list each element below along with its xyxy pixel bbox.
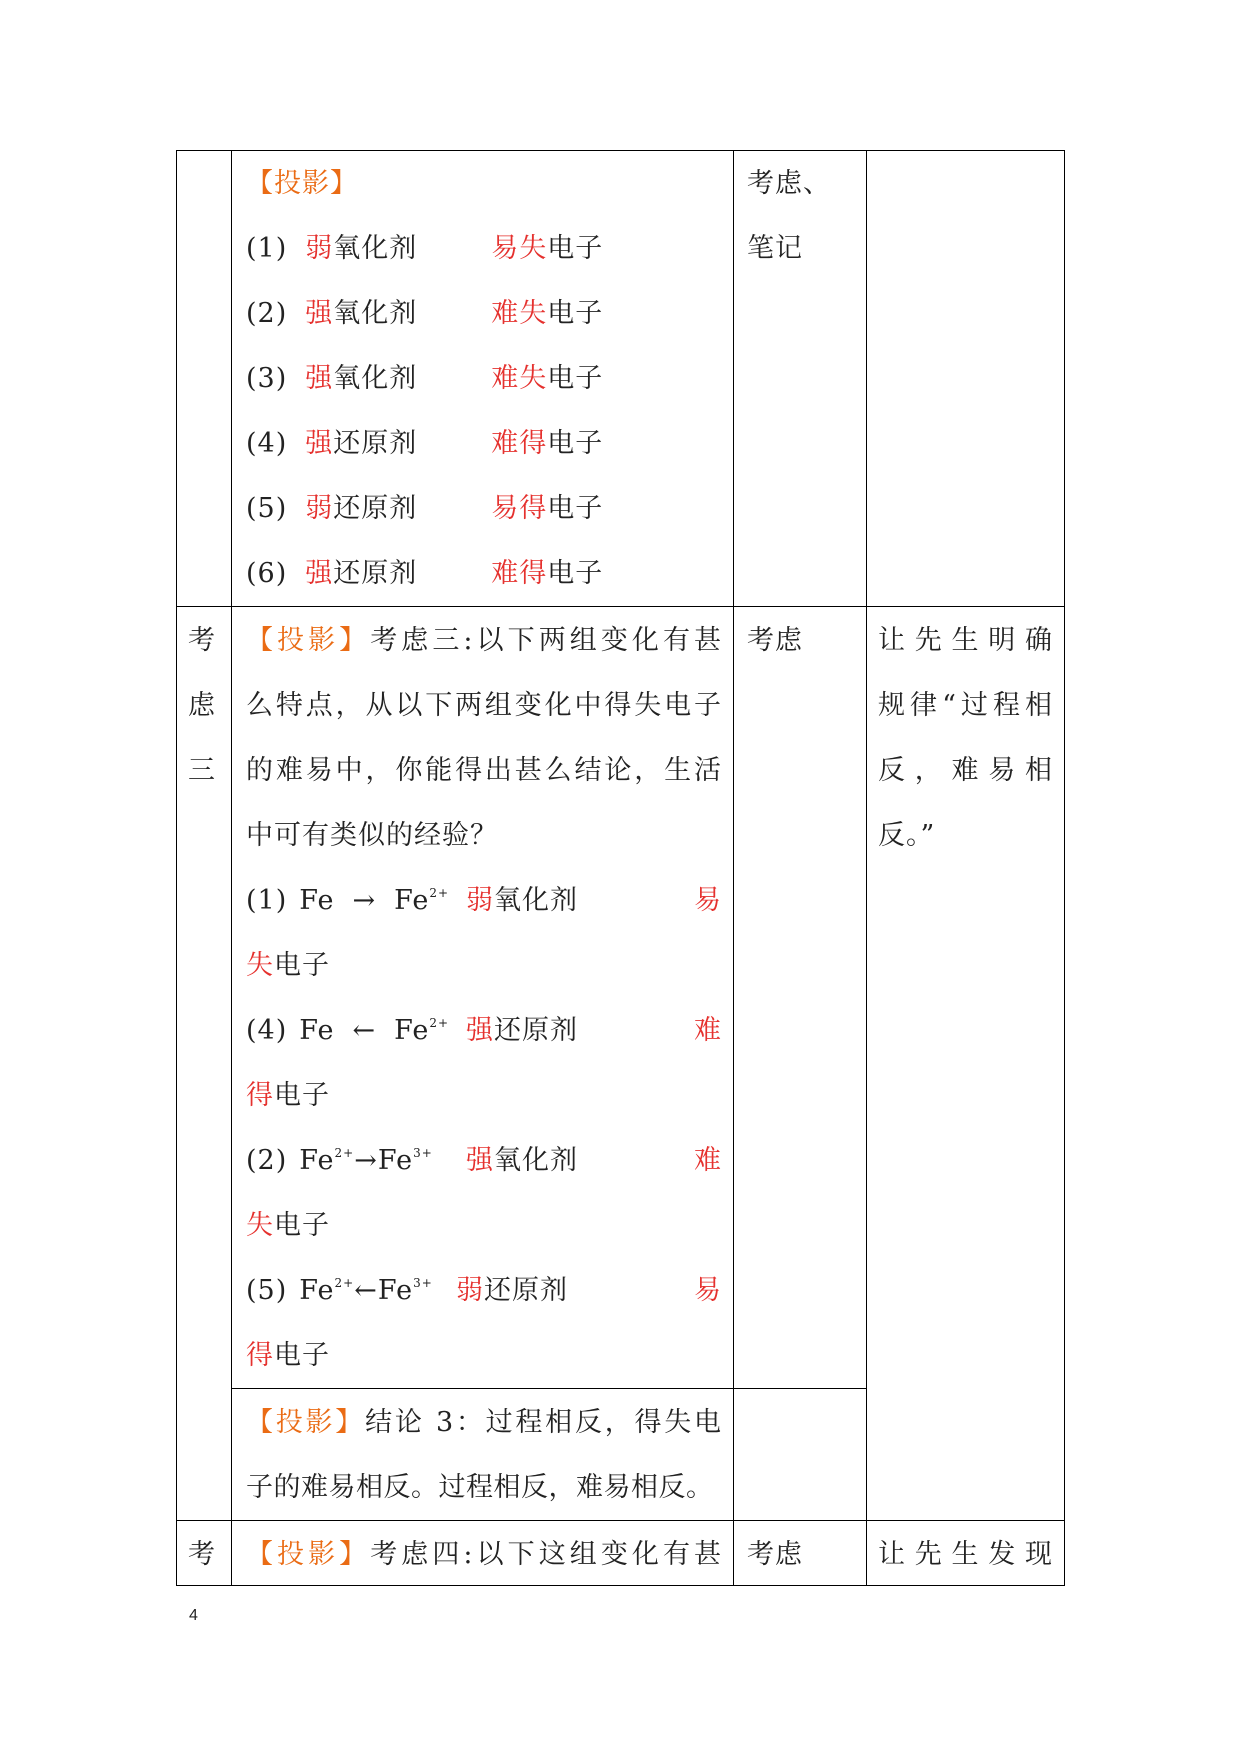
intent-line: 让先生发现 — [878, 1539, 1053, 1570]
item-number: (3) — [246, 363, 288, 394]
row2-student-cell — [747, 608, 857, 673]
reagent-strength: 强 — [305, 298, 334, 329]
reagent-part — [466, 998, 578, 1063]
reagent-type: 还原剂 — [333, 428, 418, 459]
item-number: (2) — [246, 298, 288, 329]
charge-superscript: 2+ — [429, 886, 450, 900]
electron-tendency: 难 — [694, 1145, 722, 1176]
question-text: 考虑四:以下这组变化有甚 — [370, 1539, 722, 1570]
electron-tendency: 难失 — [491, 363, 548, 394]
electron-label: 电子 — [547, 233, 604, 264]
col1-divider — [231, 150, 232, 1586]
row-label-char: 考 — [188, 1539, 216, 1570]
table-left-border — [176, 150, 177, 1586]
electron-tendency: 易 — [694, 1275, 722, 1306]
list-item — [246, 281, 722, 346]
item-number: (1) — [246, 233, 288, 264]
col2-divider — [733, 150, 734, 1586]
electron-tendency: 难失 — [491, 298, 548, 329]
intent-line: 让先生明确 — [878, 625, 1053, 656]
electron-label: 电子 — [547, 558, 604, 589]
reaction-part — [246, 1258, 456, 1323]
electron-tendency: 难得 — [491, 428, 548, 459]
reaction-arrow: → — [352, 885, 377, 916]
reagent-strength: 强 — [466, 1145, 494, 1176]
reagent-type: 氧化剂 — [333, 298, 418, 329]
conclusion-text: 结论 3：过程相反，得失电 — [365, 1407, 722, 1438]
reagent-type: 还原剂 — [484, 1275, 568, 1306]
subrow-divider — [231, 1388, 866, 1389]
list-item — [246, 1128, 722, 1193]
item-number: (4) — [246, 428, 288, 459]
electron-tendency: 易失 — [491, 233, 548, 264]
list-item — [246, 541, 722, 606]
item-number: (2) — [246, 1145, 288, 1176]
student-activity-line: 考虑 — [747, 625, 803, 656]
electron-label: 电子 — [274, 1340, 330, 1371]
reagent-type: 还原剂 — [494, 1015, 578, 1046]
charge-superscript: 3+ — [413, 1276, 433, 1290]
reagent-strength: 弱 — [305, 493, 334, 524]
reaction-part — [246, 998, 466, 1063]
species-right: Fe — [394, 1015, 430, 1046]
reagent-part — [466, 1128, 578, 1193]
reaction-arrow: → — [354, 1145, 378, 1176]
reagent-strength: 强 — [305, 558, 334, 589]
intent-line: 反，难易相 — [878, 755, 1053, 786]
page-number: 4 — [189, 1607, 198, 1624]
species-left: Fe — [299, 1145, 335, 1176]
reaction-part — [246, 868, 466, 933]
row-label-char: 三 — [188, 755, 216, 786]
reaction-part — [246, 1128, 466, 1193]
species-right: Fe — [394, 885, 430, 916]
list-item-continuation — [246, 1193, 722, 1258]
item-number: (5) — [246, 1275, 288, 1306]
student-activity-line: 考虑、 — [747, 168, 831, 199]
list-item — [246, 476, 722, 541]
row2-bottom-border — [176, 1520, 1065, 1521]
species-right: Fe — [377, 1275, 414, 1306]
row3-student-cell — [747, 1522, 857, 1587]
student-activity-line: 考虑 — [747, 1539, 803, 1570]
row3-intent-cell — [878, 1522, 1053, 1587]
col3-divider — [866, 150, 867, 1586]
conclusion-line: 子的难易相反。过程相反，难易相反。 — [246, 1472, 714, 1503]
reagent-strength: 强 — [466, 1015, 494, 1046]
reaction-arrow: ← — [352, 1015, 377, 1046]
species-right: Fe — [377, 1145, 414, 1176]
row-label-char: 考 — [188, 625, 216, 656]
row2-item-list — [246, 868, 722, 1388]
row2-label-cell — [176, 608, 228, 803]
species-left: Fe — [299, 1275, 335, 1306]
reagent-type: 氧化剂 — [494, 885, 578, 916]
list-item-continuation — [246, 1063, 722, 1128]
row-label-char: 虑 — [188, 690, 216, 721]
question-text: 考虑三:以下两组变化有甚 — [370, 625, 722, 656]
electron-tendency: 难得 — [491, 558, 548, 589]
reaction-arrow: ← — [354, 1275, 378, 1306]
electron-label: 电子 — [547, 493, 604, 524]
reagent-type: 氧化剂 — [333, 363, 418, 394]
reagent-type: 氧化剂 — [333, 233, 418, 264]
reagent-strength: 弱 — [305, 233, 334, 264]
reagent-strength: 强 — [305, 363, 334, 394]
electron-label: 电子 — [274, 1210, 330, 1241]
electron-label: 电子 — [547, 428, 604, 459]
item-number: (4) — [246, 1015, 288, 1046]
projection-heading: 【投影】 — [246, 1407, 366, 1438]
row1-content-cell — [246, 151, 722, 606]
row2-intent-cell — [878, 608, 1053, 868]
electron-tendency: 易得 — [491, 493, 548, 524]
electron-label: 电子 — [274, 1080, 330, 1111]
question-line: 的难易中，你能得出甚么结论，生活 — [246, 755, 722, 786]
species-left: Fe — [299, 1015, 335, 1046]
reagent-type: 还原剂 — [333, 558, 418, 589]
charge-superscript: 3+ — [413, 1146, 433, 1160]
reagent-strength: 弱 — [466, 885, 494, 916]
item-number: (5) — [246, 493, 288, 524]
list-item — [246, 868, 722, 933]
species-left: Fe — [299, 885, 335, 916]
electron-tendency: 得 — [246, 1340, 274, 1371]
projection-heading: 【投影】 — [246, 1539, 371, 1570]
student-activity-line: 笔记 — [747, 233, 803, 264]
row1-item-list — [246, 216, 722, 606]
question-line: 么特点，从以下两组变化中得失电子 — [246, 690, 722, 721]
list-item-continuation — [246, 1323, 722, 1388]
question-line — [246, 1522, 722, 1587]
electron-tendency: 失 — [246, 950, 274, 981]
row3-label-cell — [176, 1522, 228, 1587]
list-item-continuation — [246, 933, 722, 998]
reagent-type: 还原剂 — [333, 493, 418, 524]
row1-bottom-border — [176, 606, 1065, 607]
list-item — [246, 1258, 722, 1323]
projection-heading: 【投影】 — [246, 625, 371, 656]
intent-line: 规律“过程相 — [878, 690, 1053, 721]
question-line: 中可有类似的经验？ — [246, 820, 498, 851]
conclusion-line — [246, 1390, 722, 1455]
intent-line: 反。” — [878, 820, 936, 851]
reagent-part — [466, 868, 578, 933]
projection-heading: 【投影】 — [246, 168, 358, 199]
list-item — [246, 998, 722, 1063]
question-line — [246, 608, 722, 673]
list-item — [246, 346, 722, 411]
electron-tendency: 失 — [246, 1210, 274, 1241]
row3-content-cell — [246, 1522, 722, 1587]
electron-label: 电子 — [547, 298, 604, 329]
list-item — [246, 411, 722, 476]
electron-label: 电子 — [547, 363, 604, 394]
reagent-part — [456, 1258, 568, 1323]
item-number: (6) — [246, 558, 288, 589]
list-item — [246, 216, 722, 281]
electron-tendency: 难 — [694, 1015, 722, 1046]
reagent-strength: 强 — [305, 428, 334, 459]
electron-tendency: 得 — [246, 1080, 274, 1111]
electron-label: 电子 — [274, 950, 330, 981]
electron-tendency: 易 — [694, 885, 722, 916]
row2-content-cell — [246, 608, 722, 1388]
reagent-strength: 弱 — [456, 1275, 484, 1306]
charge-superscript: 2+ — [334, 1276, 355, 1290]
reagent-type: 氧化剂 — [494, 1145, 578, 1176]
charge-superscript: 2+ — [334, 1146, 355, 1160]
row1-student-cell — [747, 151, 857, 281]
item-number: (1) — [246, 885, 288, 916]
conclusion-cell — [246, 1390, 722, 1520]
table-right-border — [1064, 150, 1065, 1586]
charge-superscript: 2+ — [429, 1016, 450, 1030]
